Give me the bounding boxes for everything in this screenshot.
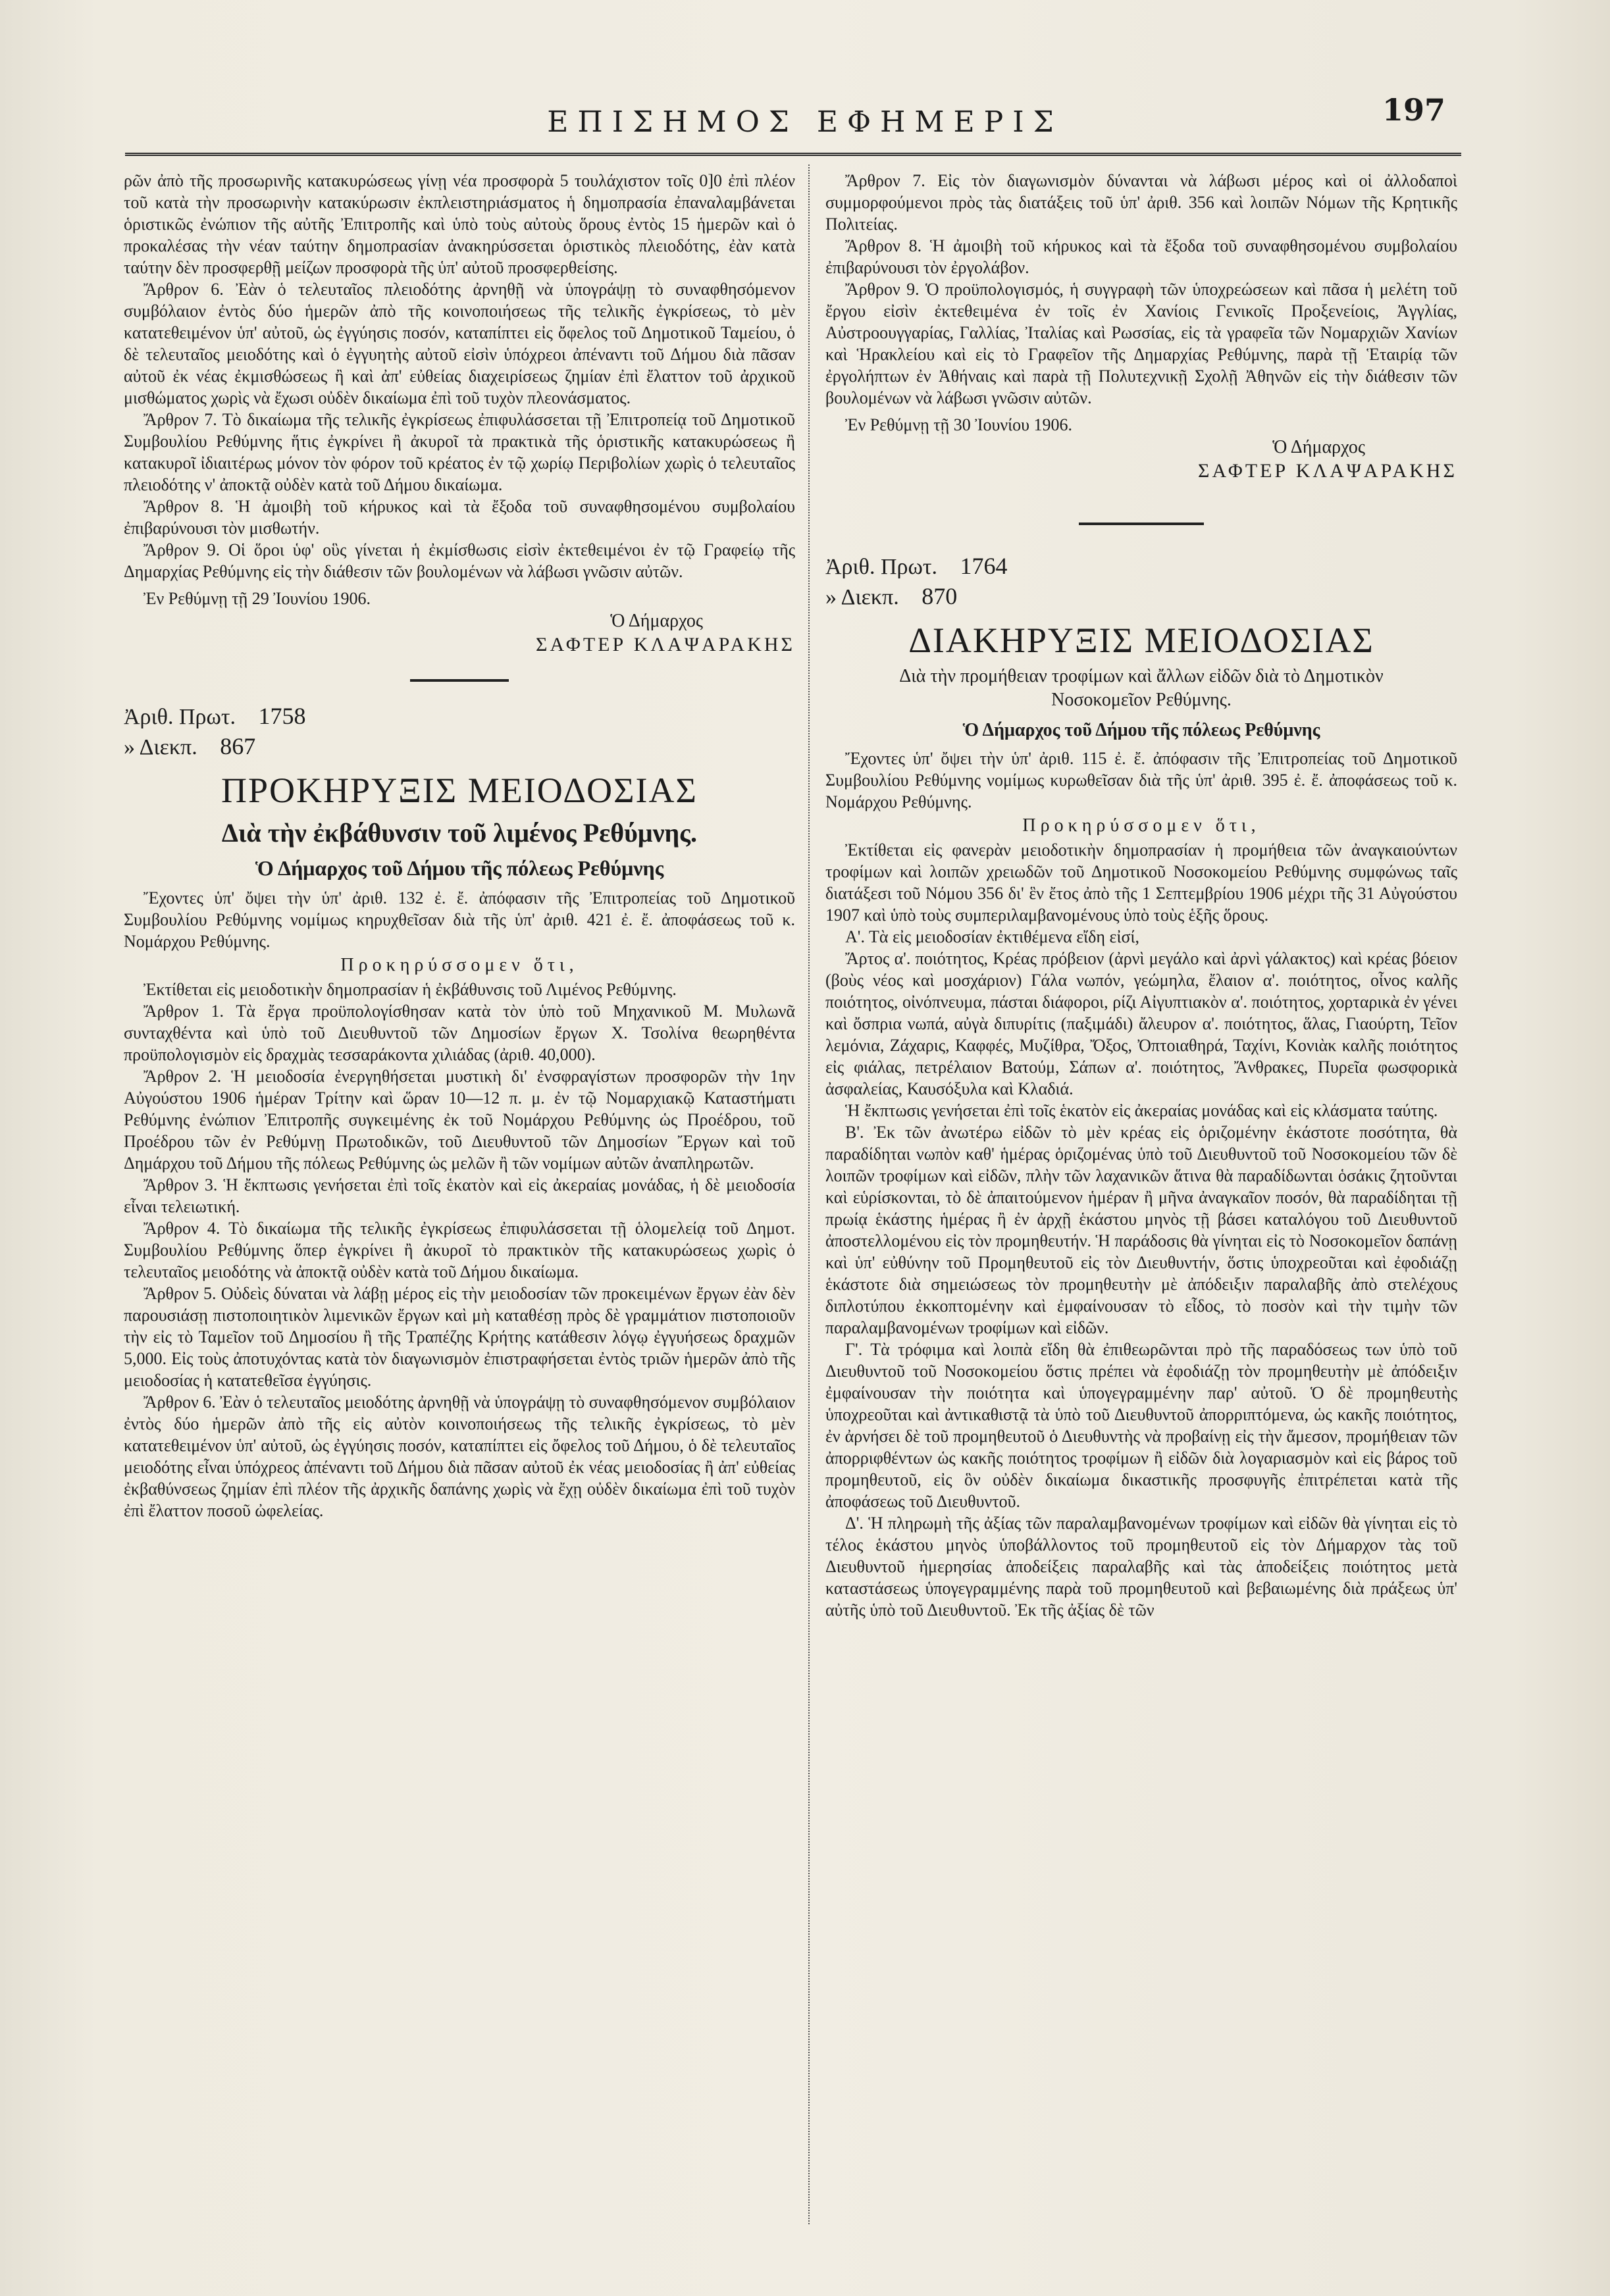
paragraph: ρῶν ἀπὸ τῆς προσωρινῆς κατακυρώσεως γίνῃ νέα προσφορὰ 5 τουλάχιστον τοῖς 0]0 ἐπὶ πλέον τοῦ κατὰ τὴν προσωρινὴν κατακύρωσιν ἐκπλειστηριάσματος ἡ δημοπρασία ἐπαναλαμβάνεται ὁριστικῶς ἐνώπιον τῆς αὐτῆς Ἐπιτροπῆς καὶ ὑπὸ τοὺς αὐτοὺς ὅρους ἐντὸς 15 ἡμερῶν καὶ ὁ προκαλέσας τὴν νέαν ταύτην δημοπρασίαν ἀνακηρύσσεται ὁριστικὸς πλειοδότης, ἐὰν κατὰ ταύτην δὲν προσφερθῇ μείζων προσφορὰ τῆς ὑπ' αὐτοῦ προσφερθείσης. xyxy=(124,171,795,277)
paragraph: Ἄρθρον 2. Ἡ μειοδοσία ἐνεργηθήσεται μυστικὴ δι' ἐνσφραγίστων προσφορῶν τὴν 1ην Αὐγούστου 1906 ἡμέραν Τρίτην καὶ ὥραν 10—12 π. μ. ἐν τῷ Νομαρχιακῷ Καταστήματι Ρεθύμνης ἐνώπιον Ἐπιτροπῆς συγκειμένης ἐκ τοῦ Νομάρχου Ρεθύμνης ὡς Προέδρου, τοῦ Προέδρου τῶν ἐν Ρεθύμνῃ Πρωτοδικῶν, τοῦ Διευθυντοῦ τῶν Δημοσίων Ἔργων καὶ τοῦ Δημάρχου τοῦ Δήμου τῆς πόλεως Ρεθύμνης ὡς μελῶν ἢ τῶν νομίμων αὐτῶν ἀναπληρωτῶν. xyxy=(124,1067,795,1173)
date-line: Ἐν Ρεθύμνῃ τῇ 30 Ἰουνίου 1906. xyxy=(845,415,1072,434)
protocol-number xyxy=(124,702,795,732)
section-rule xyxy=(1079,523,1204,525)
paragraph: Ἄρτος α'. ποιότητος, Κρέας πρόβειον (ἀρνὶ μεγάλο καὶ ἀρνὶ γάλακτος) καὶ κρέας βόειον (βοὺς νέος καὶ μοσχάριον) Γάλα νωπόν, γεώμηλα, ἔλαιον α'. ποιότητος, οἶνος καλῆς ποιότητος, οἰνόπνευμα, πάσται διάφοροι, ρίζι Αἰγυπτιακὸν α'. ποιότητος, χορταρικὰ ἐν γένει καὶ ὄσπρια νωπά, αὐγὰ διπυρίτις (παξιμάδι) ἄλευρον α'. ποιότητος, ἅλας, Γιαούρτη, Τεῖον λεμόνια, Ζάχαρις, Καφφές, Μυζίθρα, Ὄξος, Ὀπτοιαθηρά, Ταχίνι, Κονιὰκ καλῆς ποιότητος εἰς φιάλας, πετρέλαιον Βατούμ, Σάπων α'. ποιότητος, Ἄνθρακες, Πυρεῖα φωσφορικὰ ἀσφαλείας, Καυσόξυλα καὶ Κλαδιά. xyxy=(825,949,1457,1098)
paragraph: Ἄρθρον 9. Ὁ προϋπολογισμός, ἡ συγγραφὴ τῶν ὑποχρεώσεων καὶ πᾶσα ἡ μελέτη τοῦ ἔργου εἰσὶν ἐκτεθειμένα ἐν τοῖς ἐν Χανίοις Γενικοῖς Προξενείοις, Ἀγγλίας, Αὐστροουγγαρίας, Γαλλίας, Ἰταλίας καὶ Ρωσσίας, εἰς τὰ γραφεῖα τῶν Νομαρχιῶν Χανίων καὶ Ἡρακλείου καὶ εἰς τὸ Γραφεῖον τῆς Δημαρχίας Ρεθύμνης, παρὰ τῇ Ἑταιρίᾳ τῶν ἐργολήπτων ἐν Ἀθήναις καὶ παρὰ τῇ Πολυτεχνικῇ Σχολῇ Ἀθηνῶν εἰς τὴν διάθεσιν τῶν βουλομένων νὰ λάβωσι γνῶσιν αὐτῶν. xyxy=(825,280,1457,407)
page-number: 197 xyxy=(1382,92,1445,128)
notice-heading: ΔΙΑΚΗΡΥΞΙΣ ΜΕΙΟΔΟΣΙΑΣ xyxy=(908,621,1374,660)
protocol-value: 1758 xyxy=(258,703,306,729)
paragraph: Ἄρθρον 5. Οὐδεὶς δύναται νὰ λάβῃ μέρος εἰς τὴν μειοδοσίαν τῶν προκειμένων ἔργων ἐὰν δὲν παρουσιάσῃ πιστοποιητικὸν λιμενικῶν ἔργων καὶ μὴ καταθέσῃ πρὸς δὲ γραμμάτιον πιστοποιοῦν τὴν εἰς τὸ Ταμεῖον τοῦ Δημοσίου ἢ τῆς Τραπέζης Κρήτης κατάθεσιν λόγῳ ἐγγυήσεως δραχμῶν 5,000. Εἰς τοὺς ἀποτυχόντας κατὰ τὸν διαγωνισμὸν ἐπιστραφήσεται ἐντὸς τριῶν ἡμερῶν ἀπὸ τῆς μειοδοσίας ἡ κατατεθεῖσα ἐγγύησις. xyxy=(124,1284,795,1390)
right-column xyxy=(825,170,1457,1621)
signature-block xyxy=(124,609,795,657)
protocol-label: Ἀριθ. Πρωτ. xyxy=(825,555,938,579)
protocol-number xyxy=(825,551,1457,582)
paragraph: Β'. Ἐκ τῶν ἀνωτέρω εἰδῶν τὸ μὲν κρέας εἰς ὁριζομένην ἑκάστοτε ποσότητα, θὰ παραδίδηται νωπὸν καθ' ἡμέρας ὁριζομένας ὑπὸ τοῦ Διευθυντοῦ τοῦ Νοσοκομείου τῶν δὲ λοιπῶν τροφίμων καὶ εἰδῶν, πλὴν τῶν λαχανικῶν ἅτινα θὰ παραδίδωνται ὁσάκις ζητοῦνται καὶ εὑρίσκονται, τὸ δὲ ἀπαιτούμενον ἡμέραν ἢ μῆνα ἀναγκαῖον ποσόν, θὰ παραδίδηται τῇ πρωίᾳ ἑκάστης ἡμέρας ἢ ἐν ἀρχῇ ἑκάστου μηνὸς τῇ βάσει καταλόγου τοῦ Διευθυντοῦ ἀποστελλομένου εἰς τὸν προμηθευτήν. Ἡ παράδοσις θὰ γίνηται εἰς τὸ Νοσοκομεῖον δαπάνῃ καὶ ὑπ' εὐθύνην τοῦ Προμηθευτοῦ εἰς τὸν Διευθυντήν, ὅστις ὑποχρεοῦται καὶ ἐφοδιάζῃ ἑκάστοτε διὰ σημειώσεως τὸν προμηθευτὴν μὲ ἀπόδειξιν παραλαβῆς ἀπὸ στελέχους διπλοτύπου ἐκκοπτομένην καὶ ἐμφαίνουσαν τὸ εἶδος, τὸ ποσὸν καὶ τὴν τιμὴν τῶν παραλαμβανομένων τροφίμων καὶ εἰδῶν. xyxy=(825,1123,1457,1337)
notice-subtitle: Διὰ τὴν ἐκβάθυνσιν τοῦ λιμένος Ρεθύμνης. xyxy=(221,818,698,848)
paragraph: Ἄρθρον 9. Οἱ ὅροι ὑφ' οὓς γίνεται ἡ ἐκμίσθωσις εἰσὶν ἐκτεθειμένοι ἐν τῷ Γραφείῳ τῆς Δημαρχίας Ρεθύμνης εἰς τὴν διάθεσιν τῶν βουλομένων νὰ λάβωσι γνῶσιν αὐτῶν. xyxy=(124,540,795,581)
mayor-name: ΣΑΦΤΕΡ ΚΛΑΨΑΡΑΚΗΣ xyxy=(536,634,795,655)
paragraph: Ἐκτίθεται εἰς μειοδοτικὴν δημοπρασίαν ἡ ἐκβάθυνσις τοῦ Λιμένος Ρεθύμνης. xyxy=(143,980,677,999)
mayor-line: Ὁ Δήμαρχος τοῦ Δήμου τῆς πόλεως Ρεθύμνης xyxy=(255,856,664,880)
dispatch-label: » Διεκπ. xyxy=(124,735,197,759)
section-rule xyxy=(410,679,509,682)
paragraph: Ἄρθρον 6. Ἐὰν ὁ τελευταῖος μειοδότης ἀρνηθῇ νὰ ὑπογράψῃ τὸ συναφθησόμενον συμβόλαιον ἐντὸς δύο ἡμερῶν ἀπὸ τῆς εἰς αὐτὸν κοινοποιήσεως τῆς τελικῆς ἐγκρίσεως, τὸ μὲν κατατεθειμένον ὑπ' αὐτοῦ, ὡς ἐγγύησις ποσόν, καταπίπτει εἰς ὄφελος τοῦ Δήμου, ὁ δὲ τελευταῖος μειοδότης εἶναι ὑπόχρεος ἀπέναντι τοῦ Δήμου διὰ πᾶσαν αὐτοῦ ἐκ νέας μειοδοσίας ἢ ἀπ' εὐθείας ἐκβαθύνσεως ζημίαν ἐπὶ πλέον τῆς ἀρχικῆς δαπάνης χωρὶς νὰ ἔχῃ οὐδὲν δικαίωμα ἐπὶ τοῦ τυχὸν ἐπὶ ἔλαττον ποσοῦ ὠφελείας. xyxy=(124,1392,795,1520)
dispatch-number xyxy=(124,732,795,762)
notice-subtitle: Διὰ τὴν προμήθειαν τροφίμων καὶ ἄλλων εἰδῶν διὰ τὸ Δημοτικὸν Νοσοκομεῖον Ρεθύμνης. xyxy=(899,666,1384,710)
paragraph: Ἄρθρον 7. Τὸ δικαίωμα τῆς τελικῆς ἐγκρίσεως ἐπιφυλάσσεται τῇ Ἐπιτροπείᾳ τοῦ Δημοτικοῦ Συμβουλίου Ρεθύμνης ἥτις ἐγκρίνει ἢ ἀκυροῖ τὰ πρακτικὰ τῆς ὁριστικῆς κατακυρώσεως ἢ κατακυροῖ ἰδιαιτέρως μόνον τὸν φόρον τοῦ κρέατος ἐν τῷ χωρίῳ Περιβολίων χωρὶς ὁ τελευταῖος πλειοδότης ν' ἀποκτᾷ οὐδὲν κατὰ τοῦ Δήμου δικαίωμα. xyxy=(124,410,795,494)
paragraph: Δ'. Ἡ πληρωμὴ τῆς ἀξίας τῶν παραλαμβανομένων τροφίμων καὶ εἰδῶν θὰ γίνηται εἰς τὸ τέλος ἑκάστου μηνὸς ὑποβάλλοντος τοῦ προμηθευτοῦ εἰς τὸν Δήμαρχον τὰς τοῦ Διευθυντοῦ ἡμερησίας ἀποδείξεις παραλαβῆς καὶ τὰς ἀποδείξεις ποιότητος μετὰ καταστάσεως ὑπογεγραμμένης παρὰ τοῦ προμηθευτοῦ καὶ βεβαιωμένης διὰ πράξεως ὑπ' αὐτῆς ὑπὸ τοῦ Διευθυντοῦ. Ἐκ τῆς ἀξίας δὲ τῶν xyxy=(825,1514,1457,1620)
paragraph: Ἔχοντες ὑπ' ὄψει τὴν ὑπ' ἀριθ. 115 ἐ. ἔ. ἀπόφασιν τῆς Ἐπιτροπείας τοῦ Δημοτικοῦ Συμβουλίου Ρεθύμνης νομίμως κυρωθεῖσαν διὰ τῆς ὑπ' ἀριθ. 395 ἐ. ἔ. ἀποφάσεως τοῦ κ. Νομάρχου Ρεθύμνης. xyxy=(825,749,1457,811)
paragraph: Ἄρθρον 3. Ἡ ἔκπτωσις γενήσεται ἐπὶ τοῖς ἑκατὸν καὶ εἰς ἀκεραίας μονάδας, ἡ δὲ μειοδοσία εἶναι τελειωτική. xyxy=(124,1175,795,1216)
date-line: Ἐν Ρεθύμνῃ τῇ 29 Ἰουνίου 1906. xyxy=(143,589,371,608)
notice-heading: ΠΡΟΚΗΡΥΞΙΣ ΜΕΙΟΔΟΣΙΑΣ xyxy=(221,771,698,810)
paragraph: Ἄρθρον 7. Εἰς τὸν διαγωνισμὸν δύνανται νὰ λάβωσι μέρος καὶ οἱ ἀλλοδαποὶ συμμορφούμενοι πρὸς τὰς διατάξεις τοῦ ὑπ' ἀριθ. 356 καὶ λοιπῶν Νόμων τῆς Κρητικῆς Πολιτείας. xyxy=(825,171,1457,234)
dispatch-value: 870 xyxy=(922,583,958,609)
paragraph: Α'. Τὰ εἰς μειοδοσίαν ἐκτιθέμενα εἴδη εἰσί, xyxy=(845,927,1139,946)
dispatch-label: » Διεκπ. xyxy=(825,585,899,609)
dispatch-value: 867 xyxy=(220,733,256,759)
signature-block xyxy=(825,436,1457,483)
mayor-title: Ὁ Δήμαρχος xyxy=(610,611,703,631)
protocol-value: 1764 xyxy=(960,553,1008,579)
header-rule xyxy=(125,153,1461,156)
paragraph: Ἡ ἔκπτωσις γενήσεται ἐπὶ τοῖς ἑκατὸν εἰς ἀκεραίας μονάδας καὶ εἰς κλάσματα ταύτης. xyxy=(845,1101,1438,1120)
paragraph: Ἄρθρον 8. Ἡ ἀμοιβὴ τοῦ κήρυκος καὶ τὰ ἔξοδα τοῦ συναφθησομένου συμβολαίου ἐπιβαρύνουσι τὸν ἐργολάβον. xyxy=(825,236,1457,277)
paragraph: Ἔχοντες ὑπ' ὄψει τὴν ὑπ' ἀριθ. 132 ἐ. ἔ. ἀπόφασιν τῆς Ἐπιτροπείας τοῦ Δημοτικοῦ Συμβουλίου Ρεθύμνης νομίμως κηρυχθεῖσαν διὰ τῆς ὑπ' ἀριθ. 421 ἐ. ἔ. ἀποφάσεως τοῦ κ. Νομάρχου Ρεθύμνης. xyxy=(124,888,795,951)
paragraph: Ἄρθρον 4. Τὸ δικαίωμα τῆς τελικῆς ἐγκρίσεως ἐπιφυλάσσεται τῇ ὁλομελείᾳ τοῦ Δημοτ. Συμβουλίου Ρεθύμνης ὅπερ ἐγκρίνει ἢ ἀκυροῖ τὸ πρακτικὸν τῆς κατακυρώσεως χωρὶς ὁ τελευταῖος μειοδότης νὰ ἀποκτᾷ οὐδὲν κατὰ τοῦ Δήμου δικαίωμα. xyxy=(124,1219,795,1281)
mayor-name: ΣΑΦΤΕΡ ΚΛΑΨΑΡΑΚΗΣ xyxy=(1198,460,1457,482)
masthead-title: ΕΠΙΣΗΜΟΣ ΕΦΗΜΕΡΙΣ xyxy=(547,105,1063,139)
protocol-label: Ἀριθ. Πρωτ. xyxy=(124,705,236,729)
paragraph: Γ'. Τὰ τρόφιμα καὶ λοιπὰ εἴδη θὰ ἐπιθεωρῶνται πρὸ τῆς παραδόσεως των ὑπὸ τοῦ Διευθυντοῦ τοῦ Νοσοκομείου ὅστις πρέπει νὰ ἐφοδιάζῃ τὸν προμηθευτὴν μὲ ἀπόδειξιν ἐμφαίνουσαν τὴν ποιότητα καὶ ὑπογεγραμμένην παρ' αὐτοῦ. Ὁ δὲ προμηθευτὴς ὑποχρεοῦται καὶ ἀντικαθιστᾷ τὰ ὑπὸ τοῦ Διευθυντοῦ ἀπορριπτόμενα, ὡς κακῆς ποιότητος, ἐν ἀρνήσει δὲ τοῦ προμηθευτοῦ ὁ Διευθυντὴς νὰ προβαίνῃ εἰς τὴν ἄμεσον, προμήθειαν τῶν ἀπορριφθέντων ὡς κακῆς ποιότητος τροφίμων ἢ εἰδῶν διὰ λογαριασμὸν καὶ εἰς βάρος τοῦ προμηθευτοῦ, εἰς ὃν οὐδὲν δικαίωμα δικαστικῆς προσφυγῆς ἐπιτρέπεται κατὰ τῆς ἀποφάσεως τοῦ Διευθυντοῦ. xyxy=(825,1340,1457,1511)
proclaim-line: Προκηρύσσομεν ὅτι, xyxy=(1022,815,1260,836)
left-column xyxy=(124,170,795,1521)
column-divider xyxy=(808,165,810,2224)
proclaim-line: Προκηρύσσομεν ὅτι, xyxy=(340,955,579,975)
paragraph: Ἐκτίθεται εἰς φανερὰν μειοδοτικὴν δημοπρασίαν ἡ προμήθεια τῶν ἀναγκαιούντων τροφίμων καὶ λοιπῶν χρειωδῶν τοῦ Δημοτικοῦ Νοσοκομείου Ρεθύμνης συμφώνως ταῖς διατάξεσι τοῦ Νόμου 356 δι' ἓν ἔτος ἀπὸ τῆς 1 Σεπτεμβρίου 1906 μέχρι τῆς 31 Αὐγούστου 1907 καὶ ὑπὸ τοὺς συμπεριλαμβανομένους ὑπὸ τοὺς ἑξῆς ὅρους. xyxy=(825,840,1457,925)
mayor-title: Ὁ Δήμαρχος xyxy=(1272,437,1365,457)
paragraph: Ἄρθρον 8. Ἡ ἀμοιβὴ τοῦ κήρυκος καὶ τὰ ἔξοδα τοῦ συναφθησομένου συμβολαίου ἐπιβαρύνουσι τὸν μισθωτήν. xyxy=(124,497,795,538)
paragraph: Ἄρθρον 6. Ἐὰν ὁ τελευταῖος πλειοδότης ἀρνηθῇ νὰ ὑπογράψῃ τὸ συναφθησόμενον συμβόλαιον ἐντὸς δύο ἡμερῶν ἀπὸ τῆς κοινοποιήσεως τῆς τελικῆς ἐγκρίσεως, τὸ μὲν κατατεθειμένον ὑπ' αὐτοῦ, ὡς ἐγγύησις ποσόν, καταπίπτει εἰς ὄφελος τοῦ Δημοτικοῦ Ταμείου, ὁ δὲ τελευταῖος μειοδότης καὶ ὁ ἐγγυητὴς αὐτοῦ εἰσὶν ὑπόχρεοι ἀπέναντι τοῦ Δήμου διὰ πᾶσαν αὐτοῦ ἐκ νέας ἐκμισθώσεως ἢ καὶ ἀπ' εὐθείας διαχειρίσεως ζημίαν ἐπὶ ἔλαττον τοῦ ἀρχικοῦ μισθώματος χωρὶς νὰ ἔχωσι οὐδὲν δικαίωμα ἐπὶ τοῦ τυχὸν πλεονάσματος. xyxy=(124,280,795,407)
paragraph: Ἄρθρον 1. Τὰ ἔργα προϋπολογίσθησαν κατὰ τὸν ὑπὸ τοῦ Μηχανικοῦ Μ. Μυλωνᾶ συνταχθέντα καὶ ὑπὸ τοῦ Διευθυντοῦ τῶν Δημοσίων ἔργων Χ. Τσολίνα θεωρηθέντα προϋπολογισμὸν εἰς δραχμὰς τεσσαράκοντα χιλιάδας (ἀριθ. 40,000). xyxy=(124,1002,795,1064)
dispatch-number xyxy=(825,582,1457,612)
mayor-line: Ὁ Δήμαρχος τοῦ Δήμου τῆς πόλεως Ρεθύμνης xyxy=(962,720,1320,740)
